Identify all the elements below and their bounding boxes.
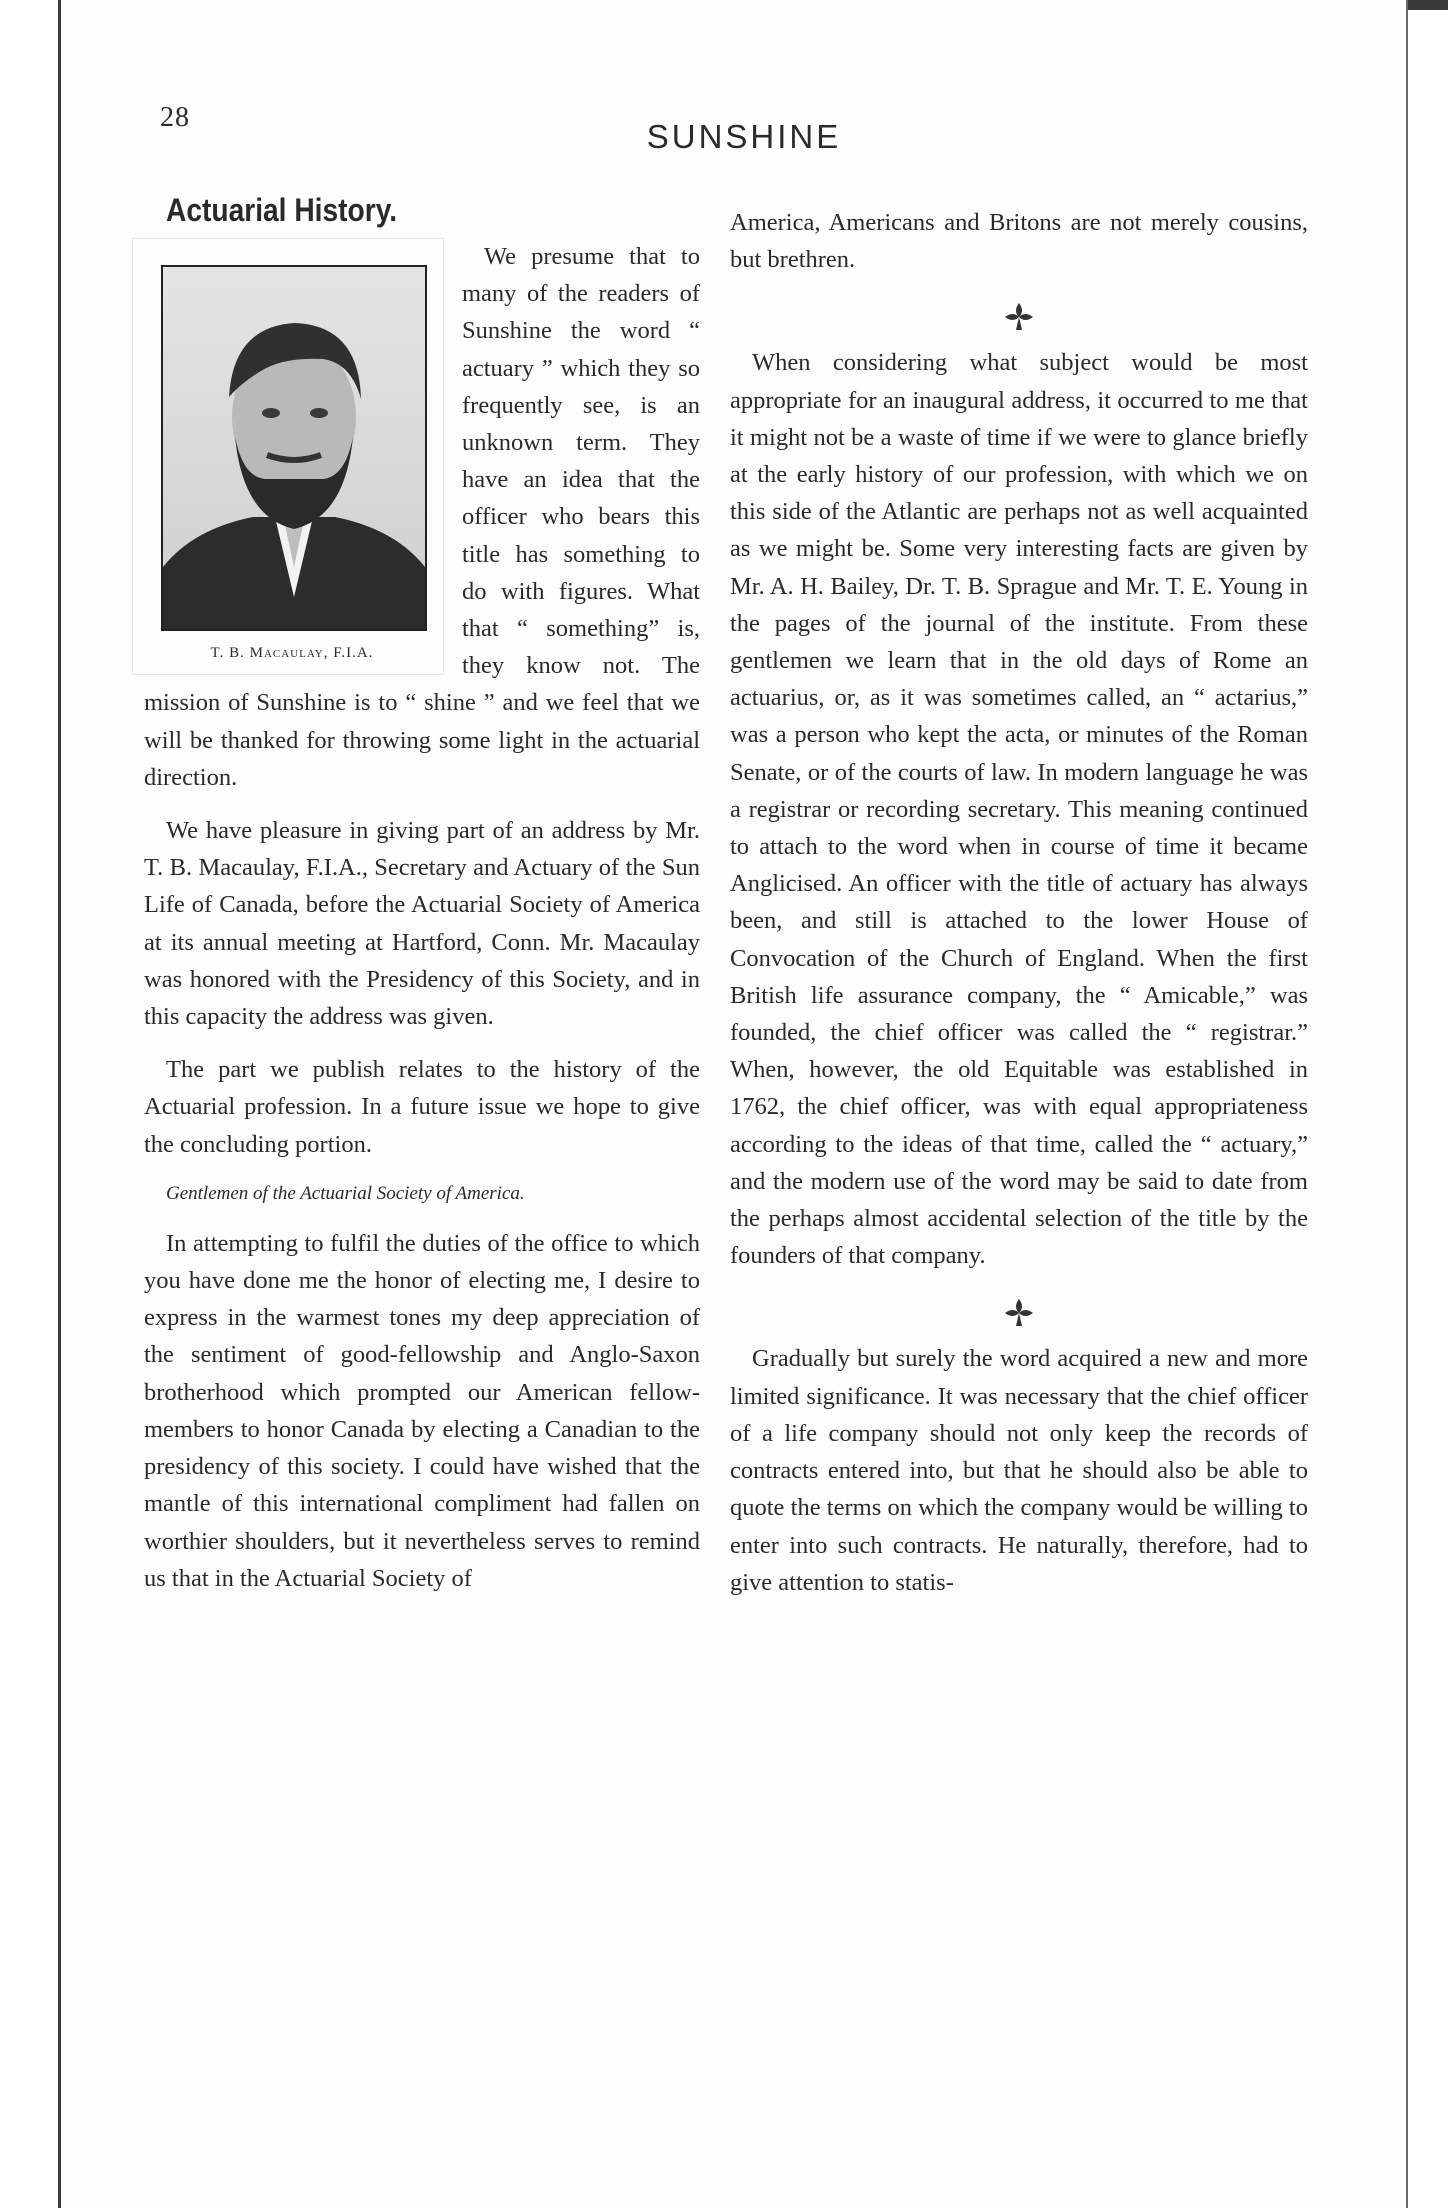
figure-caption: T. B. Macaulay, F.I.A. <box>210 645 374 661</box>
left-column <box>144 188 700 1613</box>
address-paragraph-1-continued: America, Americans and Britons are not merely cousins, but brethren. <box>730 209 1308 274</box>
portrait-figure <box>132 238 444 675</box>
address-salutation: Gentlemen of the Actuarial Society of America. <box>166 1182 525 1204</box>
intro-paragraph-2: We have pleasure in giving part of an address by Mr. T. B. Macaulay, F.I.A., Secretary and Actuary of the Sun Life of Canada, before the Actuarial Society of America at its annual meeting at Hartford, Conn. Mr. Macaulay was honored with the Presidency of this Society, and in this capacity the address was given. <box>144 817 700 1031</box>
right-column <box>730 204 1308 1617</box>
portrait-photo-icon <box>161 265 427 631</box>
fleuron-ornament-icon <box>730 294 1308 334</box>
running-title: SUNSHINE <box>646 118 842 155</box>
page-number: 28 <box>160 102 190 133</box>
address-paragraph-2: When considering what subject would be most appropriate for an inaugural address, it occurred to me that it might not be a waste of time if we were to glance briefly at the early history of our profession, with which we on this side of the Atlantic are perhaps not as well acquainted as we might be. Some very interesting facts are given by Mr. A. H. Bailey, Dr. T. B. Sprague and Mr. T. E. Young in the pages of the journal of the institute. From these gentlemen we learn that in the old days of Rome an actuarius, or, as it was sometimes called, an “ actarius,” was a person who kept the acta, or minutes of the Roman Senate, or of the courts of law. In modern language he was a registrar or recording secretary. This meaning continued to attach to the word when in course of time it became Anglicised. An officer with the title of actuary has always been, and still is attached to the lower House of Convocation of the Church of England. When the first British life assurance company, the “ Amicable,” was founded, the chief officer was called the “ registrar.” When, however, the old Equitable was established in 1762, the chief officer, was with equal appropriateness according to the ideas of that time, called the “ actuary,” and the modern use of the word may be said to date from the perhaps almost accidental selection of the title by the founders of that company. <box>730 349 1308 1270</box>
intro-paragraph-3: The part we publish relates to the history of the Actuarial profession. In a future issue we hope to give the concluding portion. <box>144 1056 700 1158</box>
intro-paragraph-1 <box>144 238 700 796</box>
fleuron-ornament-icon <box>730 1290 1308 1330</box>
intro-paragraph-1-text: We presume that to many of the readers of Sunshine the word “ actuary ” which they so frequently see, is an unknown term. They have an idea that the officer who bears this title has something to do with figures. What that “ something” is, they know not. The mission of Sunshine is to “ shine ” and we feel that we will be thanked for throwing some light in the actuarial direction. <box>144 243 700 791</box>
article-title: Actuarial History. <box>166 192 398 228</box>
address-paragraph-3: Gradually but surely the word acquired a new and more limited significance. It was necessary that the chief officer of a life company should not only keep the records of contracts entered into, but that he should also be able to quote the terms on which the company would be willing to enter into such contracts. He naturally, therefore, had to give attention to statis- <box>730 1345 1308 1596</box>
address-paragraph-1: In attempting to fulfil the duties of the office to which you have done me the honor of electing me, I desire to express in the warmest tones my deep appreciation of the sentiment of good-fellowship and Anglo-Saxon brotherhood which prompted our American fellow-members to honor Canada by electing a Canadian to the presidency of this society. I could have wished that the mantle of this international compliment had fallen on worthier shoulders, but it nevertheless serves to remind us that in the Actuarial Society of <box>144 1229 700 1592</box>
